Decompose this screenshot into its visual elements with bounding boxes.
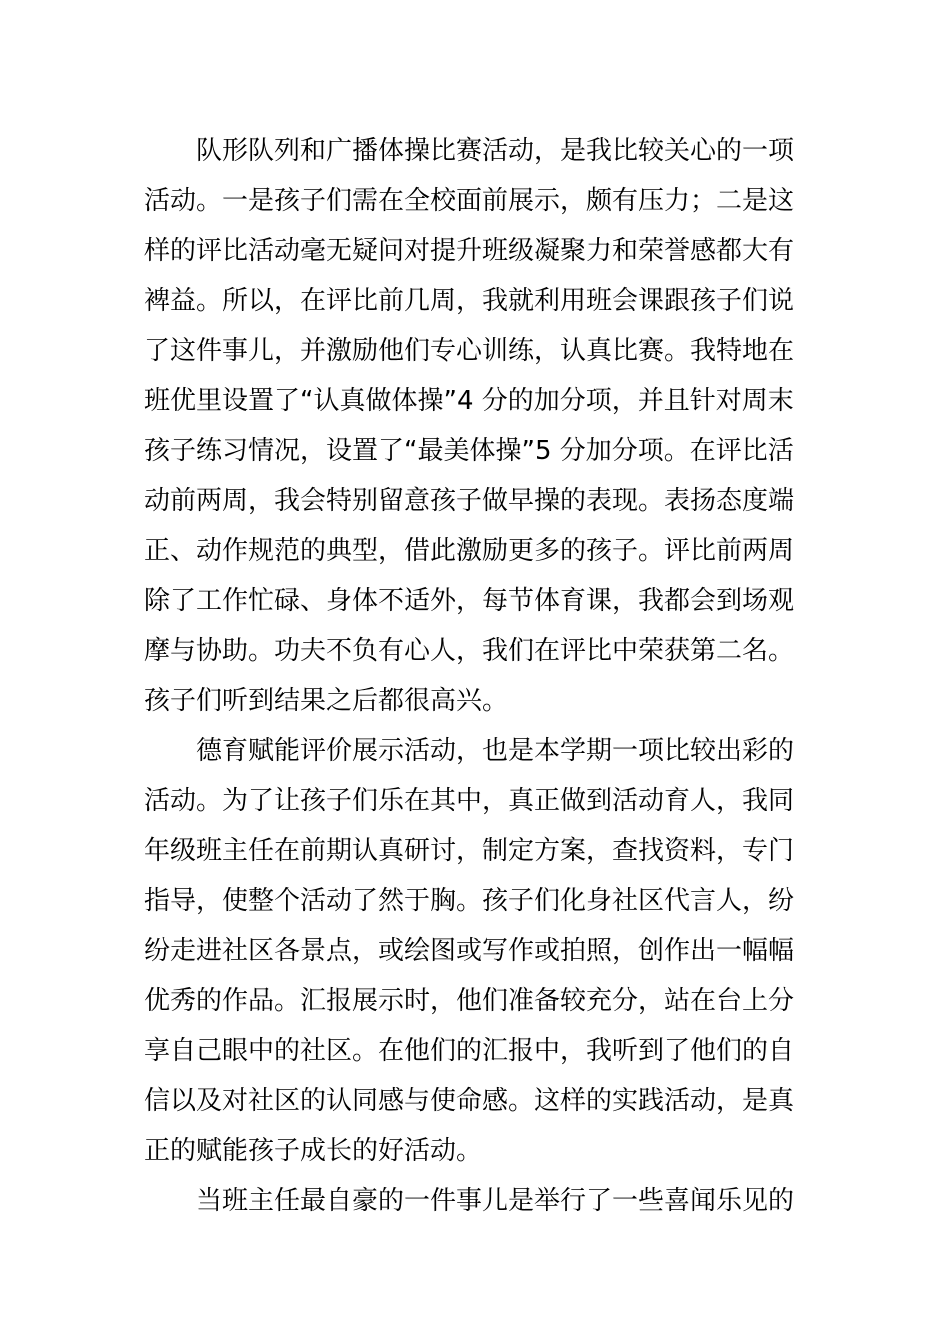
paragraph-2-line-1: 德育赋能评价展示活动，也是本学期一项比较出彩的 [196, 736, 795, 766]
paragraph-2-line-2: 活动。为了让孩子们乐在其中，真正做到活动育人，我同 [144, 786, 795, 816]
paragraph-1-line-8: 动前两周，我会特别留意孩子做早操的表现。表扬态度端 [144, 486, 795, 516]
paragraph-1-line-2: 活动。一是孩子们需在全校面前展示，颇有压力；二是这 [144, 186, 795, 216]
paragraph-2-line-3: 年级班主任在前期认真研讨，制定方案，查找资料，专门 [144, 836, 795, 866]
paragraph-1-line-7: 孩子练习情况，设置了“最美体操”5 分加分项。在评比活 [144, 436, 794, 466]
paragraph-3-line-1: 当班主任最自豪的一件事儿是举行了一些喜闻乐见的 [196, 1186, 795, 1216]
body-text [144, 126, 808, 1226]
paragraph-1-line-10: 除了工作忙碌、身体不适外，每节体育课，我都会到场观 [144, 586, 795, 616]
paragraph-2-line-6: 优秀的作品。汇报展示时，他们准备较充分，站在台上分 [144, 986, 795, 1016]
paragraph-1-line-11: 摩与协助。功夫不负有心人，我们在评比中荣获第二名。 [144, 636, 795, 666]
paragraph-1-line-6: 班优里设置了“认真做体操”4 分的加分项，并且针对周末 [144, 386, 794, 416]
paragraph-1-line-9: 正、动作规范的典型，借此激励更多的孩子。评比前两周 [144, 536, 795, 566]
paragraph-2-line-9: 正的赋能孩子成长的好活动。 [144, 1136, 483, 1166]
paragraph-2-line-4: 指导，使整个活动了然于胸。孩子们化身社区代言人，纷 [144, 886, 795, 916]
paragraph-1-line-3: 样的评比活动毫无疑问对提升班级凝聚力和荣誉感都大有 [144, 236, 795, 266]
paragraph-1-line-4: 裨益。所以，在评比前几周，我就利用班会课跟孩子们说 [144, 286, 795, 316]
paragraph-1-line-1: 队形队列和广播体操比赛活动，是我比较关心的一项 [196, 136, 795, 166]
paragraph-2-line-7: 享自己眼中的社区。在他们的汇报中，我听到了他们的自 [144, 1036, 795, 1066]
paragraph-1-line-5: 了这件事儿，并激励他们专心训练，认真比赛。我特地在 [144, 336, 795, 366]
paragraph-2-line-8: 信以及对社区的认同感与使命感。这样的实践活动，是真 [144, 1086, 795, 1116]
paragraph-2-line-5: 纷走进社区各景点，或绘图或写作或拍照，创作出一幅幅 [144, 936, 795, 966]
paragraph-1-line-12: 孩子们听到结果之后都很高兴。 [144, 686, 509, 716]
